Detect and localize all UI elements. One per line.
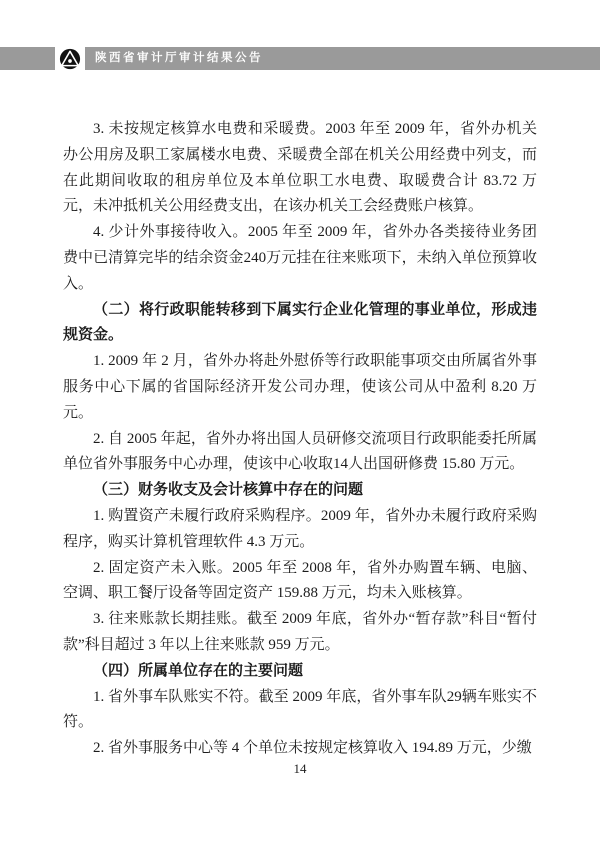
paragraph: 3. 往来账款长期挂账。截至 2009 年底，省外办“暂存款”科目“暂付款”科目超过 3 年以上往来账款 959 万元。 — [63, 611, 537, 653]
page-number: 14 — [293, 761, 307, 776]
paragraph: 4. 少计外事接待收入。2005 年至 2009 年，省外办各类接待业务团费中已清算完毕的结余资金240万元挂在往来账项下，未纳入单位预算收入。 — [63, 224, 537, 292]
header-band — [0, 47, 600, 70]
section-heading: （三）财务收支及会计核算中存在的问题 — [93, 482, 364, 499]
paragraph: 1. 购置资产未履行政府采购程序。2009 年，省外办未履行政府采购程序，购买计算机管理软件 4.3 万元。 — [63, 507, 537, 550]
paragraph: 2. 自 2005 年起，省外办将出国人员研修交流项目行政职能委托所属单位省外事服务中心办理，使该中心收取14人出国研修费 15.80 万元。 — [63, 430, 537, 473]
document-body — [63, 117, 537, 762]
header-title: 陕西省审计厅审计结果公告 — [95, 52, 263, 64]
audit-emblem-icon — [55, 45, 85, 72]
section-heading: （四）所属单位存在的主要问题 — [93, 662, 304, 679]
paragraph: 1. 2009 年 2 月，省外办将赴外慰侨等行政职能事项交由所属省外事服务中心下属的省国际经济开发公司办理，使该公司从中盈利 8.20 万元。 — [63, 353, 537, 421]
paragraph: 1. 省外事车队账实不符。截至 2009 年底，省外事车队29辆车账实不符。 — [63, 688, 537, 731]
paragraph: 3. 未按规定核算水电费和采暖费。2003 年至 2009 年，省外办机关办公用房及职工家属楼水电费、采暖费全部在机关公用经费中列支，而在此期间收取的租房单位及本单位职工水电费、取暖费合计 83.72 万元，未冲抵机关公用经费支出，在该办机关工会经费账户核算。 — [63, 121, 537, 215]
paragraph: 2. 省外事服务中心等 4 个单位未按规定核算收入 194.89 万元，少缴 — [93, 740, 532, 757]
section-heading: （二）将行政职能转移到下属实行企业化管理的事业单位，形成违规资金。 — [63, 301, 537, 344]
paragraph: 2. 固定资产未入账。2005 年至 2008 年，省外办购置车辆、电脑、空调、职工餐厅设备等固定资产 159.88 万元，均未入账核算。 — [63, 559, 537, 602]
